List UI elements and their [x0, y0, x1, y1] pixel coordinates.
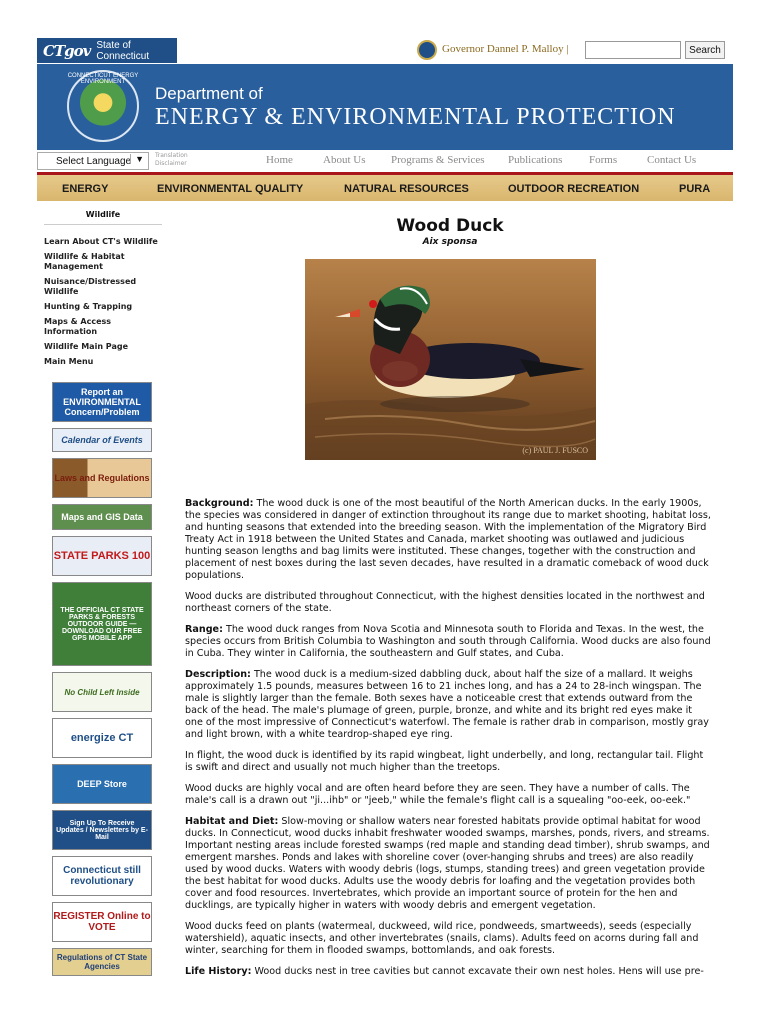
wood-duck-photo	[305, 259, 596, 460]
ad-email-updates[interactable]: Sign Up To Receive Updates / Newsletters by E-Mail	[52, 810, 152, 850]
paragraph-life-history	[185, 966, 711, 978]
ct-gov-link[interactable]	[37, 38, 177, 63]
sidebar	[44, 210, 164, 372]
ad-maps-gis[interactable]: Maps and GIS Data	[52, 504, 152, 530]
paragraph-text: Wood ducks nest in tree cavities but cannot excavate their own nest holes. Hens will use pre-	[251, 966, 704, 977]
search-button[interactable]: Search	[685, 41, 725, 59]
menu-pura[interactable]: PURA	[679, 183, 711, 195]
menu-outdoor-recreation[interactable]: OUTDOOR RECREATION	[508, 183, 640, 195]
translation-disclaimer[interactable]	[155, 152, 188, 168]
paragraph-description	[185, 669, 711, 741]
ad-regulations-ct-agencies[interactable]: Regulations of CT State Agencies	[52, 948, 152, 976]
photo-credit: (c) PAUL J. FUSCO	[522, 446, 588, 455]
ad-register-to-vote[interactable]: REGISTER Online to VOTE	[52, 902, 152, 942]
nav-publications[interactable]: Publications	[508, 154, 563, 166]
paragraph-text: Wood ducks are highly vocal and are often heard before they are seen. They have a number of calls. The male's call is a drawn out "ji...ihb" or "jeeb," while the female's flight call is a squealing "oo-eek, oo-eek."	[185, 783, 691, 806]
paragraph-text: Wood ducks are distributed throughout Connecticut, with the highest densities located in the northwest and northeast corners of the state.	[185, 591, 705, 614]
paragraph-text: The wood duck is a medium-sized dabbling duck, about half the size of a mallard. It weighs approximately 1.5 pounds, measures between 16 to 21 inches long, and has a 24 to 28-inch wingspan. The male is slightly larger than the female. Both sexes have a noticeable crest that extends outward from the back of the head. The male's plumage of green, purple, bronze, and white and its bright red eyes make it one of the most impressive of Connecticut's waterfowl. The female is rather drab in comparison, mostly gray and light brown, with a white teardrop-shaped eye ring.	[185, 669, 709, 740]
article-body	[185, 498, 711, 987]
paragraph-text: The wood duck is one of the most beautiful of the North American ducks. In the early 1900s, the species was considered in danger of extinction throughout its range due to market shooting, habitat loss, and hunting seasons that extended into the breeding season. With the implementation of the Migratory Bird Treaty Act in 1918 between the United States and Canada, market shooting was outlawed and judicious hunting season lengths and bag limits were instituted. These changes, together with the construction and placement of nest boxes during the last seven decades, have resulted in a dramatic comeback of wood duck populations.	[185, 498, 711, 581]
menu-energy[interactable]: ENERGY	[62, 183, 109, 195]
paragraph-label: Background:	[185, 498, 254, 509]
sidebar-heading: Wildlife	[44, 210, 162, 225]
ad-energize-ct[interactable]: energize CT	[52, 718, 152, 758]
paragraph-text: In flight, the wood duck is identified by its rapid wingbeat, light underbelly, and long, rectangular tail. Flight is swift and direct and usually not much higher than the treetops.	[185, 750, 704, 773]
nav-home[interactable]: Home	[266, 154, 293, 166]
nav-contact-us[interactable]: Contact Us	[647, 154, 697, 166]
menu-environmental-quality[interactable]: ENVIRONMENTAL QUALITY	[157, 183, 304, 195]
sidebar-ads	[52, 382, 152, 982]
paragraph-text: Slow-moving or shallow waters near forested habitats provide optimal habitat for wood ducks. In Connecticut, wood ducks inhabit freshwater wooded swamps, marshes, ponds, rivers, and streams. Important nesting areas include forested swamps (red maple and standing dead timber), shrub swamps, and emergent marshes. Ponds and lakes with shoreline cover (over-hanging shrubs and trees) are also readily used by wood ducks. Waters with woody debris (logs, stumps, standing trees) and green vegetation provide the best habitat for wood ducks. Adults use the woody debris for loafing and the vegetation provides both cover and food resources. Invertebrates, which provide an important source of protein for the hen and ducklings, are typically higher in waters with woody debris and emergent vegetation.	[185, 816, 710, 911]
sidebar-link-main-menu[interactable]: Main Menu	[44, 357, 94, 366]
paragraph-text: The wood duck ranges from Nova Scotia and Minnesota south to Florida and Texas. In the west, the species occurs from British Columbia to Washington and south through California. Wood ducks are also found in Cuba. They winter in California, the southeastern and Gulf states, and Cuba.	[185, 624, 711, 659]
page-title: Wood Duck	[396, 216, 504, 236]
ad-no-child-left-inside[interactable]: No Child Left Inside	[52, 672, 152, 712]
paragraph-diet	[185, 921, 711, 957]
language-select-label: Select Language	[56, 155, 132, 167]
paragraph-label: Habitat and Diet:	[185, 816, 279, 827]
nav-forms[interactable]: Forms	[589, 154, 618, 166]
paragraph-label: Description:	[185, 669, 251, 680]
agency-banner[interactable]	[37, 64, 733, 150]
state-label: State of Connecticut	[96, 39, 150, 62]
sidebar-link-hunting[interactable]: Hunting & Trapping	[44, 302, 133, 311]
sidebar-link-learn[interactable]: Learn About CT's Wildlife	[44, 237, 158, 246]
top-strip	[37, 38, 733, 63]
paragraph-label: Life History:	[185, 966, 252, 977]
paragraph-text: Wood ducks feed on plants (watermeal, duckweed, wild rice, pondweeds, smartweeds), seeds (especially watershield), aquatic insects, and other invertebrates (snails, clams). Adults feed on acorns during fall and winter, searching for them in flooded swamps, bottomlands, and oak forests.	[185, 921, 699, 956]
paragraph-habitat	[185, 816, 711, 912]
paragraph-calls	[185, 783, 711, 807]
department-label: Department of	[155, 84, 263, 103]
ad-deep-store[interactable]: DEEP Store	[52, 764, 152, 804]
sidebar-link-nuisance[interactable]: Nuisance/Distressed Wildlife	[44, 277, 137, 296]
ad-gps-mobile-app[interactable]: THE OFFICIAL CT STATE PARKS & FORESTS OUTDOOR GUIDE — DOWNLOAD OUR FREE GPS MOBILE APP	[52, 582, 152, 666]
paragraph-distribution	[185, 591, 711, 615]
agency-name: ENERGY & ENVIRONMENTAL PROTECTION	[155, 104, 676, 130]
ad-connecticut-still-revolutionary[interactable]: Connecticut still revolutionary	[52, 856, 152, 896]
paragraph-range	[185, 624, 711, 660]
ad-state-parks-100[interactable]: STATE PARKS 100	[52, 536, 152, 576]
ad-laws-regulations[interactable]: Laws and Regulations	[52, 458, 152, 498]
utility-nav	[37, 150, 733, 172]
state-seal-icon	[417, 40, 437, 60]
sidebar-link-wildlife-main[interactable]: Wildlife Main Page	[44, 342, 128, 351]
language-select[interactable]	[37, 152, 149, 170]
search-input[interactable]	[585, 41, 681, 59]
sidebar-link-habitat[interactable]: Wildlife & Habitat Management	[44, 252, 125, 271]
emblem-text: CONNECTICUT ENERGY ENVIRONMENT	[67, 73, 139, 85]
chevron-down-icon: ▼	[130, 154, 144, 164]
nav-programs-services[interactable]: Programs & Services	[391, 154, 485, 166]
menu-natural-resources[interactable]: NATURAL RESOURCES	[344, 183, 469, 195]
ad-report-concern[interactable]: Report an ENVIRONMENTAL Concern/Problem	[52, 382, 152, 422]
ad-calendar-of-events[interactable]: Calendar of Events	[52, 428, 152, 452]
paragraph-background	[185, 498, 711, 582]
paragraph-flight	[185, 750, 711, 774]
main-menu	[37, 172, 733, 201]
translation-label: Translation	[155, 152, 188, 159]
paragraph-label: Range:	[185, 624, 223, 635]
sidebar-link-maps[interactable]: Maps & Access Information	[44, 317, 112, 336]
governor-link[interactable]: Governor Dannel P. Malloy |	[442, 43, 569, 55]
disclaimer-label: Disclaimer	[155, 160, 187, 167]
wood-duck-image	[305, 259, 596, 460]
ctgov-logo: CTgov	[43, 41, 91, 60]
scientific-name: Aix sponsa	[422, 237, 478, 247]
nav-about-us[interactable]: About Us	[323, 154, 366, 166]
